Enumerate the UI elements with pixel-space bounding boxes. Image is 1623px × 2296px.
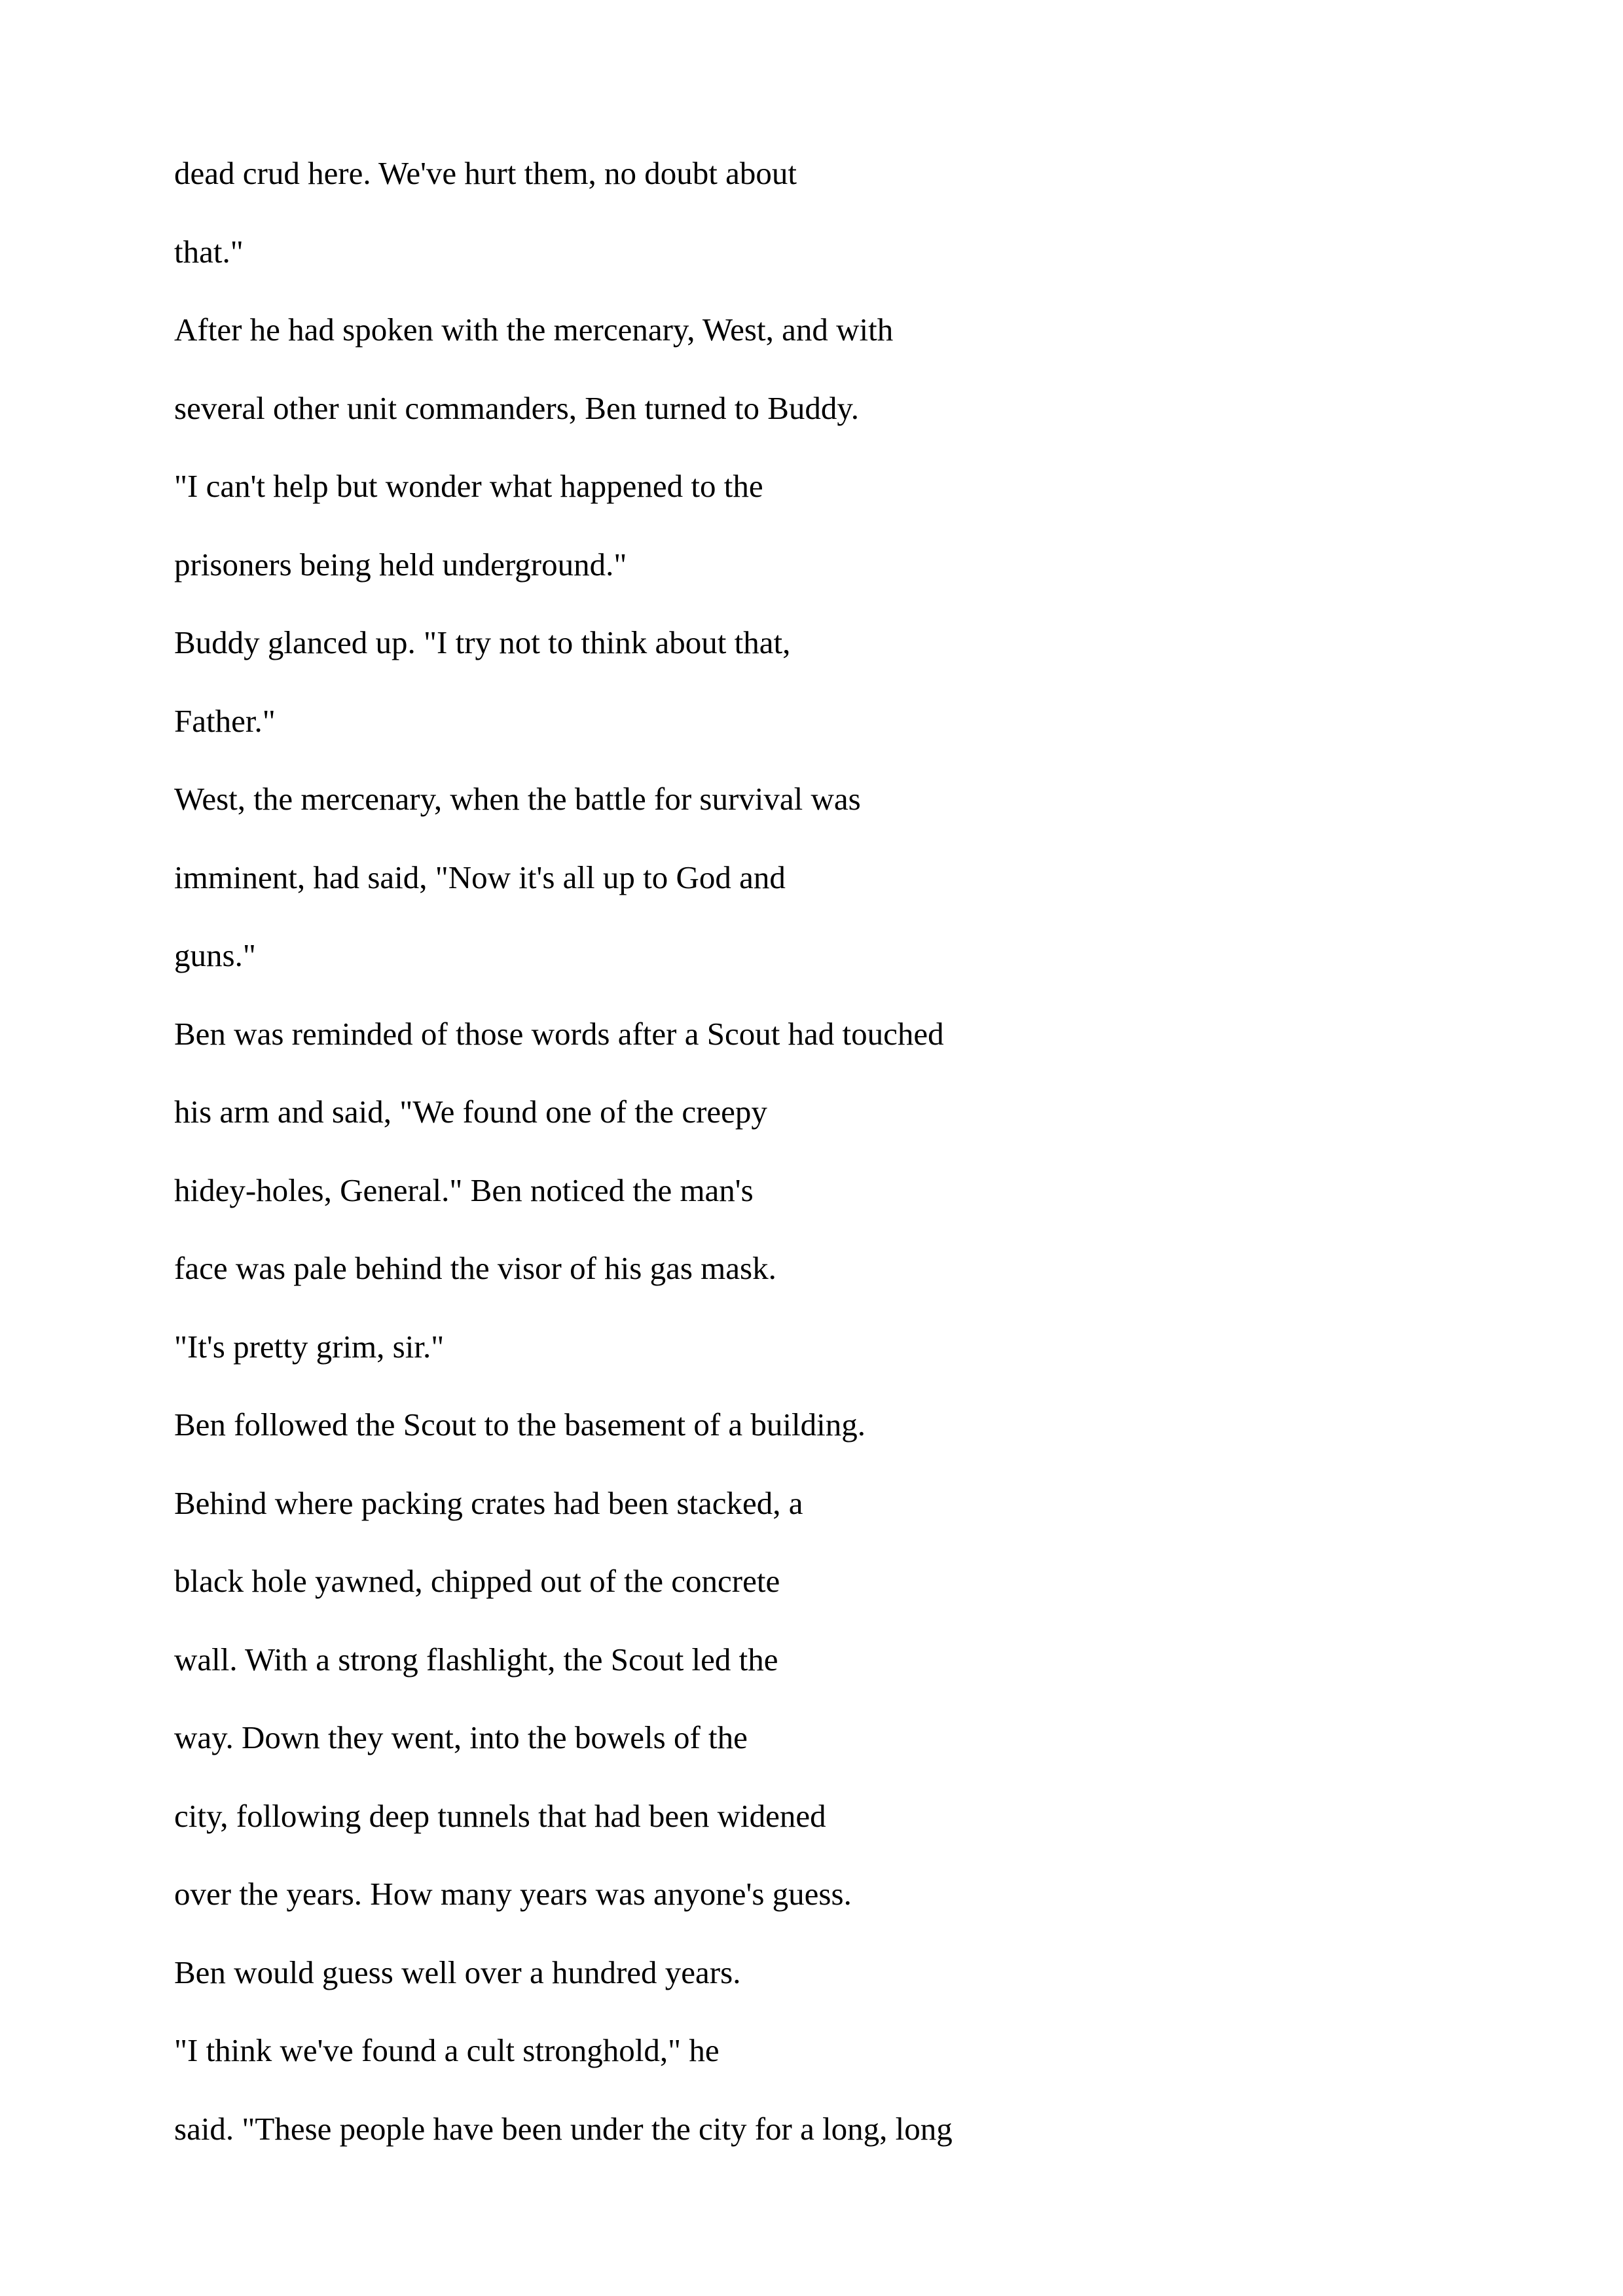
text-line: Ben was reminded of those words after a Scout had touched — [174, 1015, 944, 1052]
text-line: way. Down they went, into the bowels of the — [174, 1719, 748, 1755]
text-line: face was pale behind the visor of his gas mask. — [174, 1250, 776, 1286]
text-line: West, the mercenary, when the battle for survival was — [174, 781, 861, 817]
text-line: "I can't help but wonder what happened to the — [174, 468, 763, 504]
text-line: "It's pretty grim, sir." — [174, 1328, 445, 1365]
text-line: Behind where packing crates had been stacked, a — [174, 1484, 803, 1521]
text-line: After he had spoken with the mercenary, West, and with — [174, 312, 894, 348]
text-line: several other unit commanders, Ben turned to Buddy. — [174, 389, 859, 426]
text-line: imminent, had said, "Now it's all up to God and — [174, 859, 786, 895]
text-line: dead crud here. We've hurt them, no doubt about — [174, 155, 797, 191]
text-line: prisoners being held underground." — [174, 546, 627, 583]
text-line: Ben followed the Scout to the basement of a building. — [174, 1407, 866, 1443]
text-line: black hole yawned, chipped out of the concrete — [174, 1563, 780, 1599]
text-line: that." — [174, 233, 244, 270]
body-text — [174, 151, 1484, 2184]
text-line: Father." — [174, 702, 276, 739]
text-line: city, following deep tunnels that had been widened — [174, 1797, 826, 1834]
text-line: Ben would guess well over a hundred years. — [174, 1954, 741, 1990]
text-line: his arm and said, "We found one of the creepy — [174, 1094, 767, 1130]
text-line: said. "These people have been under the city for a long, long — [174, 2110, 953, 2147]
text-line: guns." — [174, 937, 256, 973]
text-line: over the years. How many years was anyone's guess. — [174, 1876, 852, 1912]
text-line: "I think we've found a cult stronghold," he — [174, 2032, 720, 2068]
text-line: Buddy glanced up. "I try not to think about that, — [174, 624, 791, 660]
text-line: hidey-holes, General." Ben noticed the man's — [174, 1172, 754, 1208]
text-line: wall. With a strong flashlight, the Scout led the — [174, 1641, 778, 1677]
